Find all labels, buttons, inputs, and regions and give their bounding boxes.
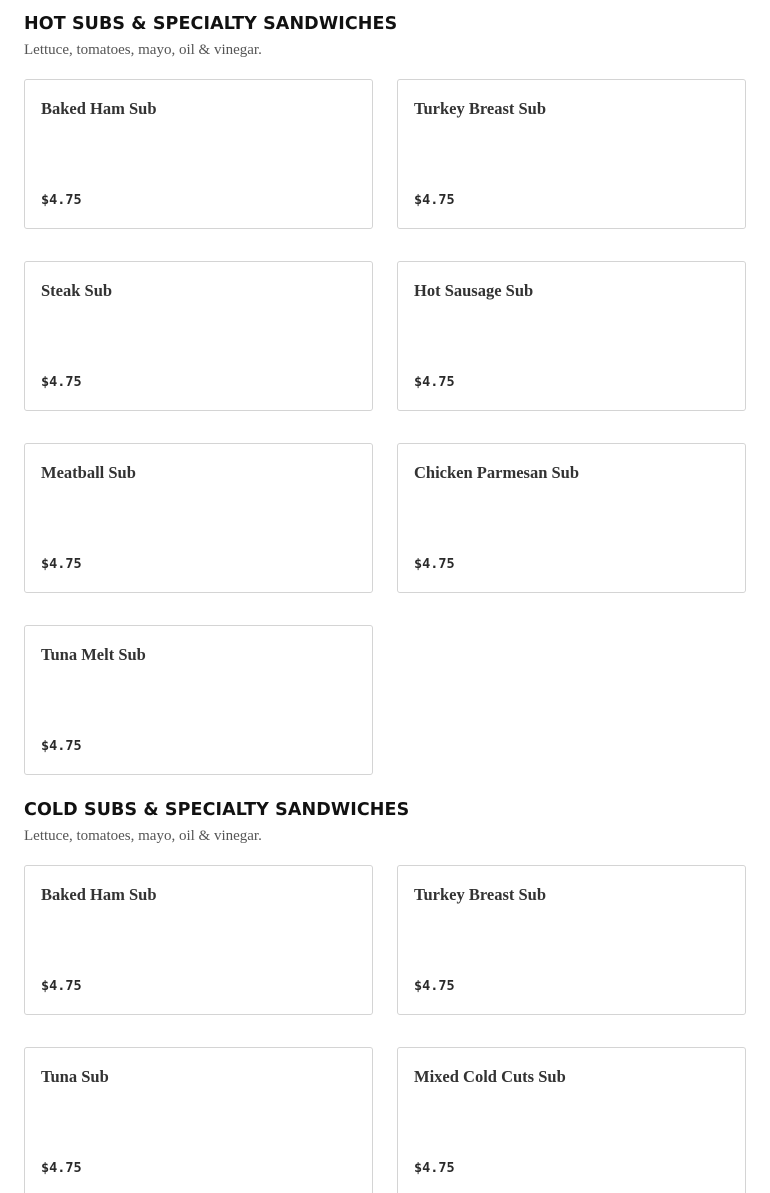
menu-item-name: Turkey Breast Sub — [414, 885, 547, 904]
menu-item-card[interactable] — [24, 1047, 373, 1193]
menu-item-name: Baked Ham Sub — [41, 99, 157, 118]
menu-item-price: $4.75 — [41, 978, 82, 994]
section-title: COLD SUBS & SPECIALTY SANDWICHES — [24, 800, 410, 820]
menu-item-name: Turkey Breast Sub — [414, 99, 547, 118]
menu-item-name: Chicken Parmesan Sub — [414, 463, 580, 482]
menu-item-card[interactable] — [397, 261, 746, 411]
menu-item-card[interactable] — [397, 443, 746, 593]
menu-item-card[interactable] — [24, 625, 373, 775]
menu-item-card[interactable] — [24, 79, 373, 229]
menu-item-price: $4.75 — [414, 556, 455, 572]
menu-item-name: Meatball Sub — [41, 463, 136, 482]
menu-item-name: Tuna Sub — [41, 1067, 109, 1086]
menu-item-price: $4.75 — [41, 374, 82, 390]
menu-item-card[interactable] — [24, 261, 373, 411]
menu-item-name: Steak Sub — [41, 281, 113, 300]
menu-item-price: $4.75 — [41, 192, 82, 208]
section-description: Lettuce, tomatoes, mayo, oil & vinegar. — [24, 42, 262, 58]
menu-item-name: Hot Sausage Sub — [414, 281, 534, 300]
menu-item-name: Baked Ham Sub — [41, 885, 157, 904]
menu-item-price: $4.75 — [414, 374, 455, 390]
menu-item-price: $4.75 — [41, 556, 82, 572]
menu-item-price: $4.75 — [41, 738, 82, 754]
menu-item-name: Mixed Cold Cuts Sub — [414, 1067, 566, 1086]
menu-item-card[interactable] — [397, 1047, 746, 1193]
section-title: HOT SUBS & SPECIALTY SANDWICHES — [24, 14, 398, 34]
menu-section-cold-subs — [24, 800, 746, 1176]
menu-item-price: $4.75 — [414, 1160, 455, 1176]
menu-item-card[interactable] — [397, 79, 746, 229]
menu-item-price: $4.75 — [414, 192, 455, 208]
menu-item-price: $4.75 — [414, 978, 455, 994]
menu-item-price: $4.75 — [41, 1160, 82, 1176]
menu-item-card[interactable] — [397, 865, 746, 1015]
menu-section-hot-subs — [24, 14, 746, 754]
section-description: Lettuce, tomatoes, mayo, oil & vinegar. — [24, 828, 262, 844]
menu-item-name: Tuna Melt Sub — [41, 645, 146, 664]
menu-item-card[interactable] — [24, 865, 373, 1015]
menu-item-card[interactable] — [24, 443, 373, 593]
